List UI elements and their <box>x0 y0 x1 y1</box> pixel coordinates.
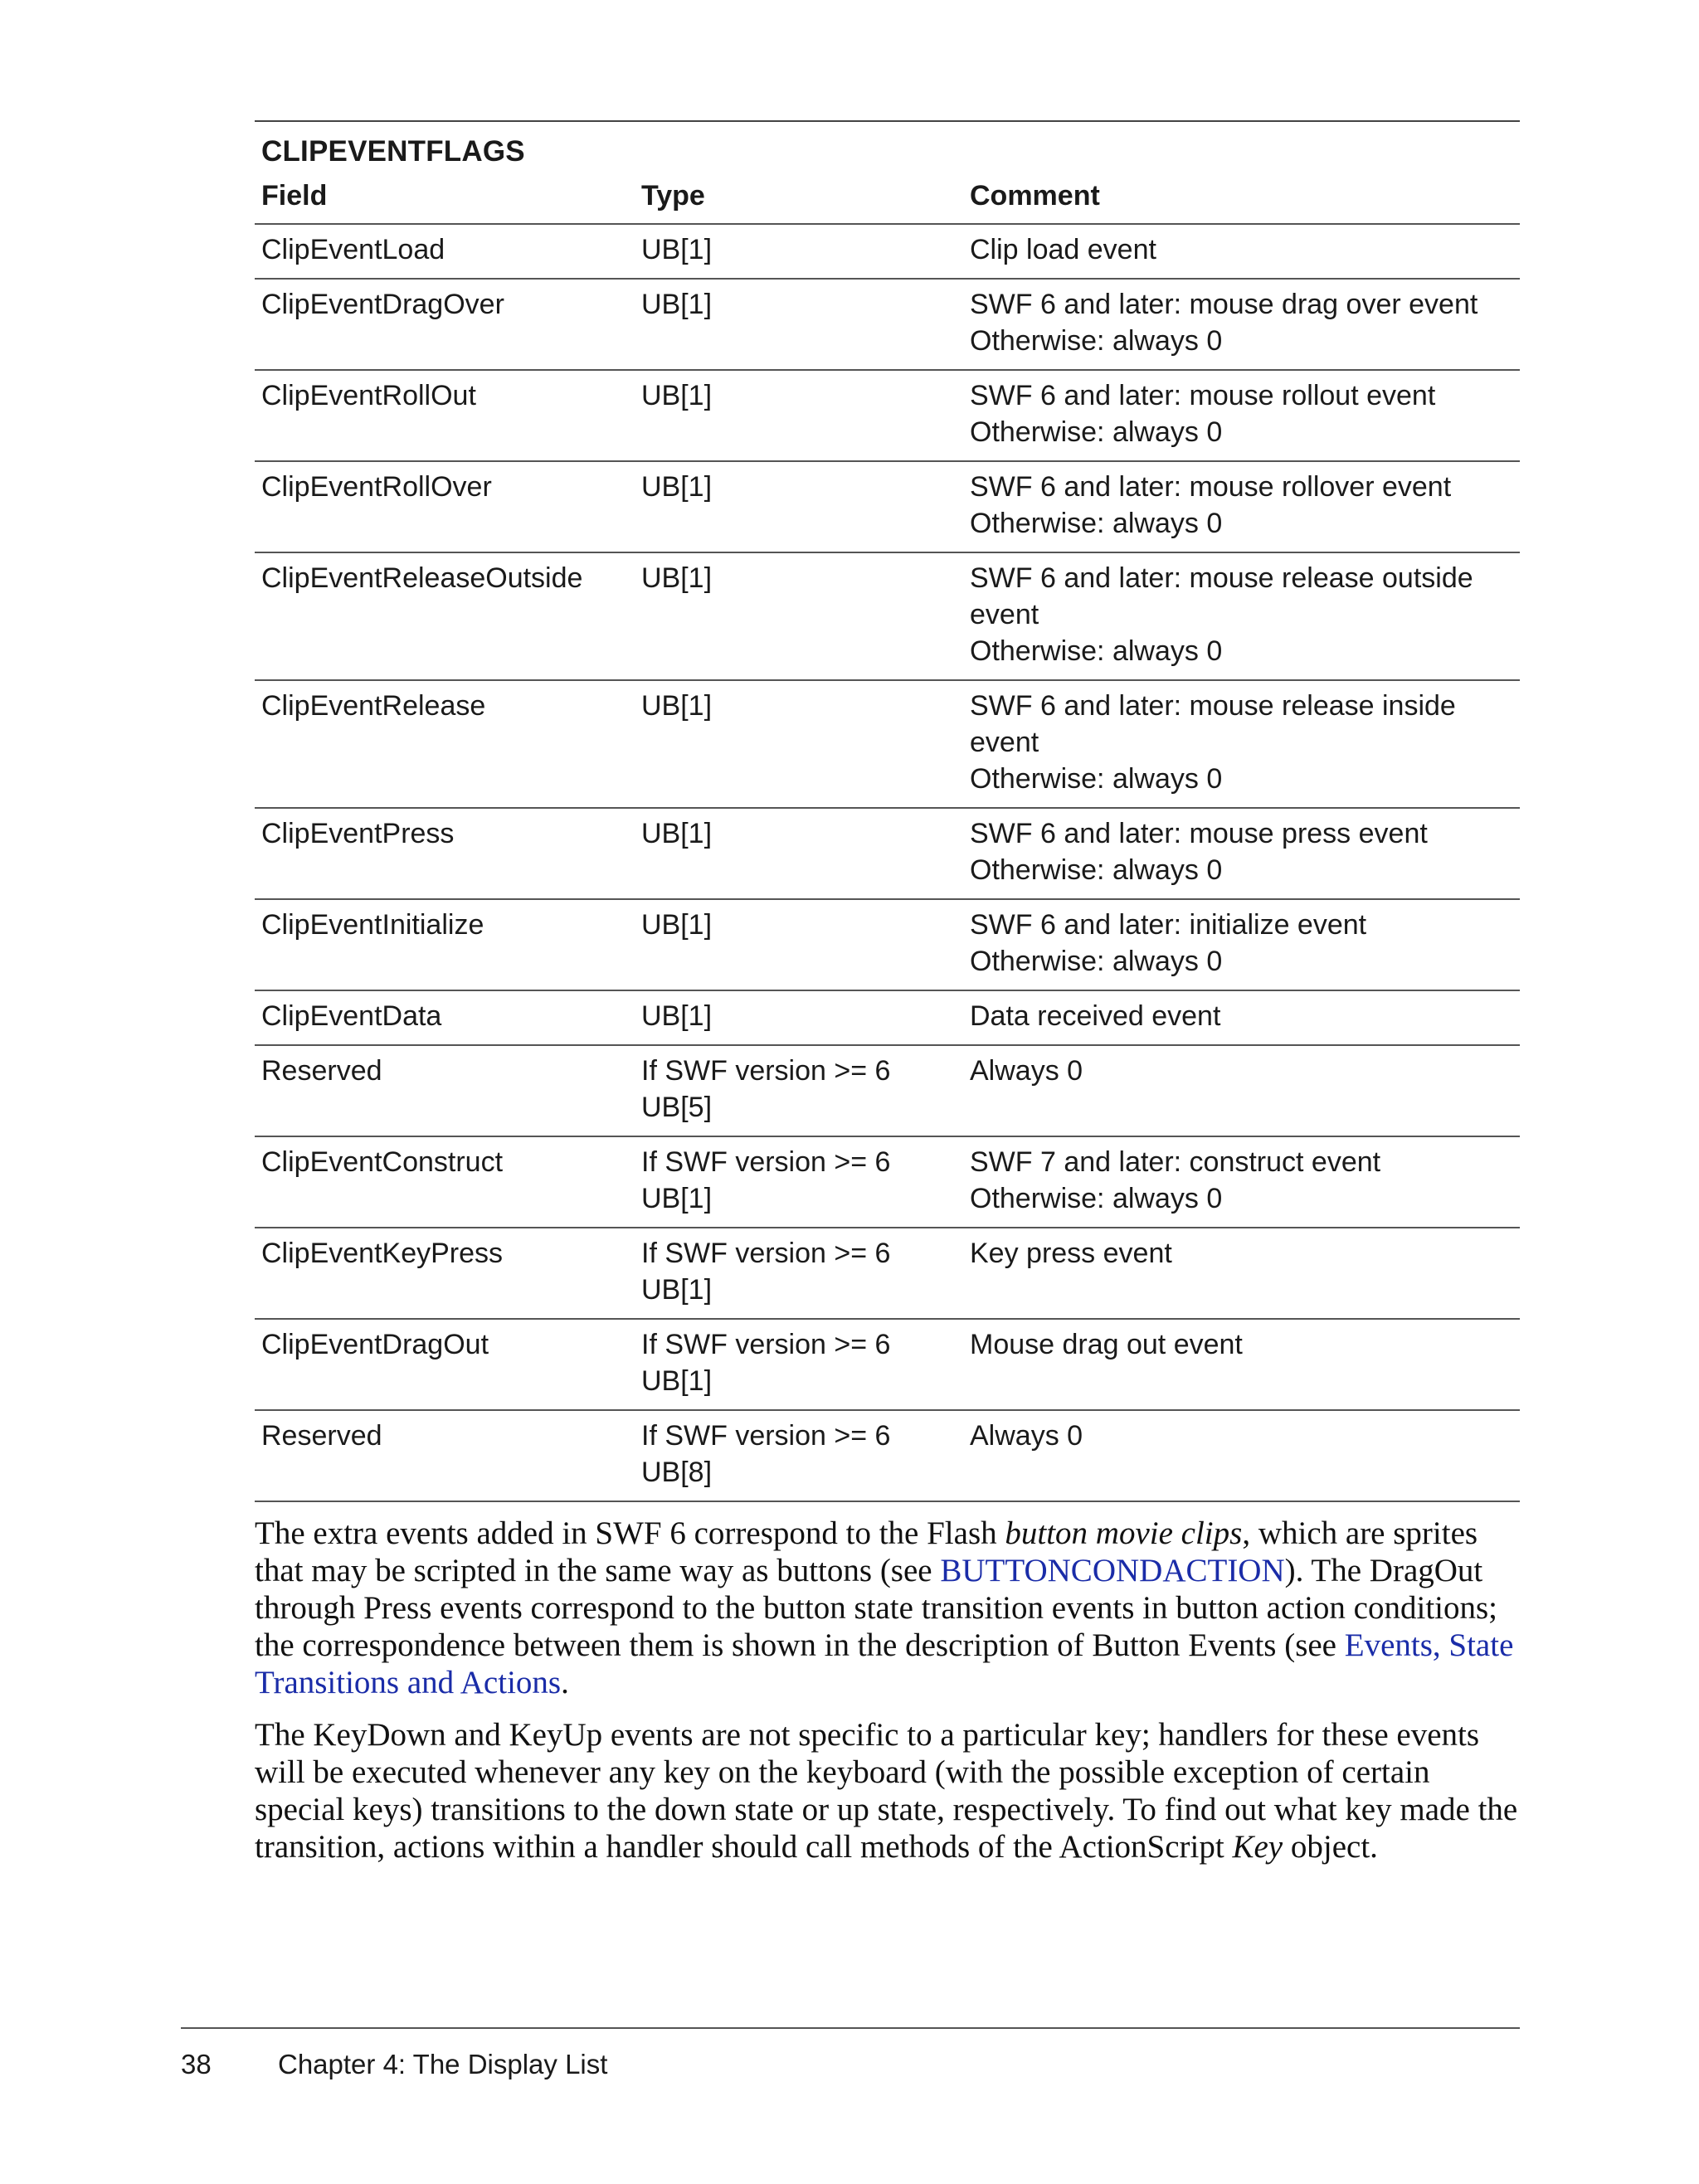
type-line: UB[1] <box>641 818 713 849</box>
field-cell: ClipEventDragOut <box>255 1319 635 1410</box>
type-cell <box>635 899 963 990</box>
type-line: UB[1] <box>641 562 713 594</box>
comment-cell <box>963 1319 1520 1410</box>
field-cell: ClipEventData <box>255 990 635 1045</box>
field-cell: Reserved <box>255 1410 635 1501</box>
comment-line: Clip load event <box>970 234 1156 265</box>
type-cell <box>635 279 963 370</box>
comment-cell <box>963 461 1520 552</box>
table-row <box>255 1136 1520 1228</box>
type-line: UB[1] <box>641 1274 713 1306</box>
comment-line: Data received event <box>970 1000 1221 1032</box>
comment-line: Otherwise: always 0 <box>970 763 1223 795</box>
type-cell <box>635 680 963 808</box>
field-cell: ClipEventPress <box>255 808 635 899</box>
comment-cell <box>963 680 1520 808</box>
table-row <box>255 1319 1520 1410</box>
paragraph-2-emphasis: Key <box>1232 1829 1283 1865</box>
type-line: UB[1] <box>641 1000 713 1032</box>
clipeventflags-table <box>255 168 1520 1502</box>
page-number: 38 <box>181 2049 212 2079</box>
type-cell <box>635 1136 963 1228</box>
comment-cell <box>963 552 1520 680</box>
buttoncondaction-link[interactable]: BUTTONCONDACTION <box>940 1553 1285 1588</box>
type-line: UB[1] <box>641 289 713 320</box>
type-line: UB[1] <box>641 909 713 941</box>
field-cell: ClipEventConstruct <box>255 1136 635 1228</box>
table-row <box>255 1410 1520 1501</box>
field-cell: ClipEventLoad <box>255 224 635 279</box>
type-line: UB[8] <box>641 1457 713 1488</box>
header-type: Type <box>635 168 963 224</box>
table-row <box>255 808 1520 899</box>
paragraph-1-text-b: , which are sprites that may be scripted in the same way as buttons (see <box>255 1515 1478 1588</box>
comment-line: SWF 7 and later: construct event <box>970 1146 1381 1178</box>
paragraph-2-text-a: The KeyDown and KeyUp events are not specific to a particular key; handlers for these events will be executed whenever any key on the keyboard (with the possible exception of certain special keys) transitions to the down state or up state, respectively. To find out what key made the transition, actions within a handler should call methods of the ActionScript <box>255 1717 1518 1865</box>
comment-line: SWF 6 and later: mouse press event <box>970 818 1428 849</box>
comment-line: Otherwise: always 0 <box>970 416 1223 448</box>
type-cell <box>635 808 963 899</box>
comment-line: Otherwise: always 0 <box>970 635 1223 667</box>
field-cell: ClipEventRelease <box>255 680 635 808</box>
comment-line: Always 0 <box>970 1420 1083 1452</box>
field-cell: ClipEventRollOut <box>255 370 635 461</box>
type-cell <box>635 370 963 461</box>
comment-line: SWF 6 and later: mouse rollout event <box>970 380 1436 411</box>
comment-line: Otherwise: always 0 <box>970 325 1223 357</box>
table-row <box>255 279 1520 370</box>
field-cell: ClipEventRollOver <box>255 461 635 552</box>
type-line: UB[1] <box>641 1365 713 1397</box>
header-comment: Comment <box>963 168 1520 224</box>
comment-cell <box>963 808 1520 899</box>
table-row <box>255 552 1520 680</box>
comment-line: Always 0 <box>970 1055 1083 1087</box>
type-line: UB[1] <box>641 234 713 265</box>
paragraph-1-emphasis: button movie clips <box>1005 1515 1243 1551</box>
table-body <box>255 224 1520 1501</box>
field-cell: ClipEventInitialize <box>255 899 635 990</box>
table-row <box>255 1228 1520 1319</box>
type-cell <box>635 1228 963 1319</box>
table-row <box>255 680 1520 808</box>
type-cell <box>635 1319 963 1410</box>
type-line: If SWF version >= 6 <box>641 1420 891 1452</box>
comment-cell <box>963 1228 1520 1319</box>
type-cell <box>635 1045 963 1136</box>
table-header-row <box>255 168 1520 224</box>
table-title: CLIPEVENTFLAGS <box>255 120 1520 168</box>
comment-cell <box>963 1410 1520 1501</box>
field-cell: ClipEventKeyPress <box>255 1228 635 1319</box>
table-row <box>255 1045 1520 1136</box>
comment-cell <box>963 1136 1520 1228</box>
comment-cell <box>963 370 1520 461</box>
chapter-title: Chapter 4: The Display List <box>278 2049 608 2079</box>
comment-line: Otherwise: always 0 <box>970 1183 1223 1214</box>
paragraph-2-text-b: object. <box>1283 1829 1378 1865</box>
comment-line: Mouse drag out event <box>970 1329 1243 1360</box>
field-cell: ClipEventDragOver <box>255 279 635 370</box>
comment-line: SWF 6 and later: mouse release outside event <box>970 562 1473 630</box>
table-row <box>255 370 1520 461</box>
comment-line: Otherwise: always 0 <box>970 854 1223 886</box>
comment-line: Otherwise: always 0 <box>970 508 1223 539</box>
table-row <box>255 224 1520 279</box>
type-line: UB[1] <box>641 1183 713 1214</box>
comment-cell <box>963 1045 1520 1136</box>
clipeventflags-table-section <box>255 120 1520 1502</box>
type-cell <box>635 990 963 1045</box>
type-cell <box>635 461 963 552</box>
comment-line: Key press event <box>970 1238 1172 1269</box>
type-line: UB[5] <box>641 1092 713 1123</box>
table-row <box>255 461 1520 552</box>
type-cell <box>635 552 963 680</box>
comment-line: Otherwise: always 0 <box>970 946 1223 977</box>
comment-cell <box>963 224 1520 279</box>
type-line: UB[1] <box>641 690 713 722</box>
comment-cell <box>963 899 1520 990</box>
type-cell <box>635 224 963 279</box>
comment-line: SWF 6 and later: mouse release inside event <box>970 690 1456 758</box>
type-line: UB[1] <box>641 471 713 503</box>
comment-line: SWF 6 and later: initialize event <box>970 909 1367 941</box>
paragraph-1 <box>255 1515 1520 1701</box>
comment-cell <box>963 279 1520 370</box>
type-line: UB[1] <box>641 380 713 411</box>
table-row <box>255 899 1520 990</box>
paragraph-2 <box>255 1716 1520 1865</box>
events-state-transitions-link[interactable]: Events, State Transitions and Actions <box>255 1627 1514 1700</box>
type-line: If SWF version >= 6 <box>641 1329 891 1360</box>
comment-cell <box>963 990 1520 1045</box>
paragraph-1-text-a: The extra events added in SWF 6 correspond to the Flash <box>255 1515 1005 1551</box>
table-row <box>255 990 1520 1045</box>
field-cell: Reserved <box>255 1045 635 1136</box>
comment-line: SWF 6 and later: mouse rollover event <box>970 471 1452 503</box>
type-line: If SWF version >= 6 <box>641 1146 891 1178</box>
field-cell: ClipEventReleaseOutside <box>255 552 635 680</box>
page-footer <box>181 2049 607 2080</box>
type-cell <box>635 1410 963 1501</box>
paragraph-1-text-c: ). The DragOut through Press events correspond to the button state transition events in button action conditions; the correspondence between them is shown in the description of Button Events (see <box>255 1553 1498 1663</box>
type-line: If SWF version >= 6 <box>641 1238 891 1269</box>
body-text <box>255 1515 1520 1880</box>
type-line: If SWF version >= 6 <box>641 1055 891 1087</box>
header-field: Field <box>255 168 635 224</box>
paragraph-1-text-d: . <box>561 1665 569 1700</box>
footer-divider <box>181 2027 1520 2029</box>
comment-line: SWF 6 and later: mouse drag over event <box>970 289 1478 320</box>
